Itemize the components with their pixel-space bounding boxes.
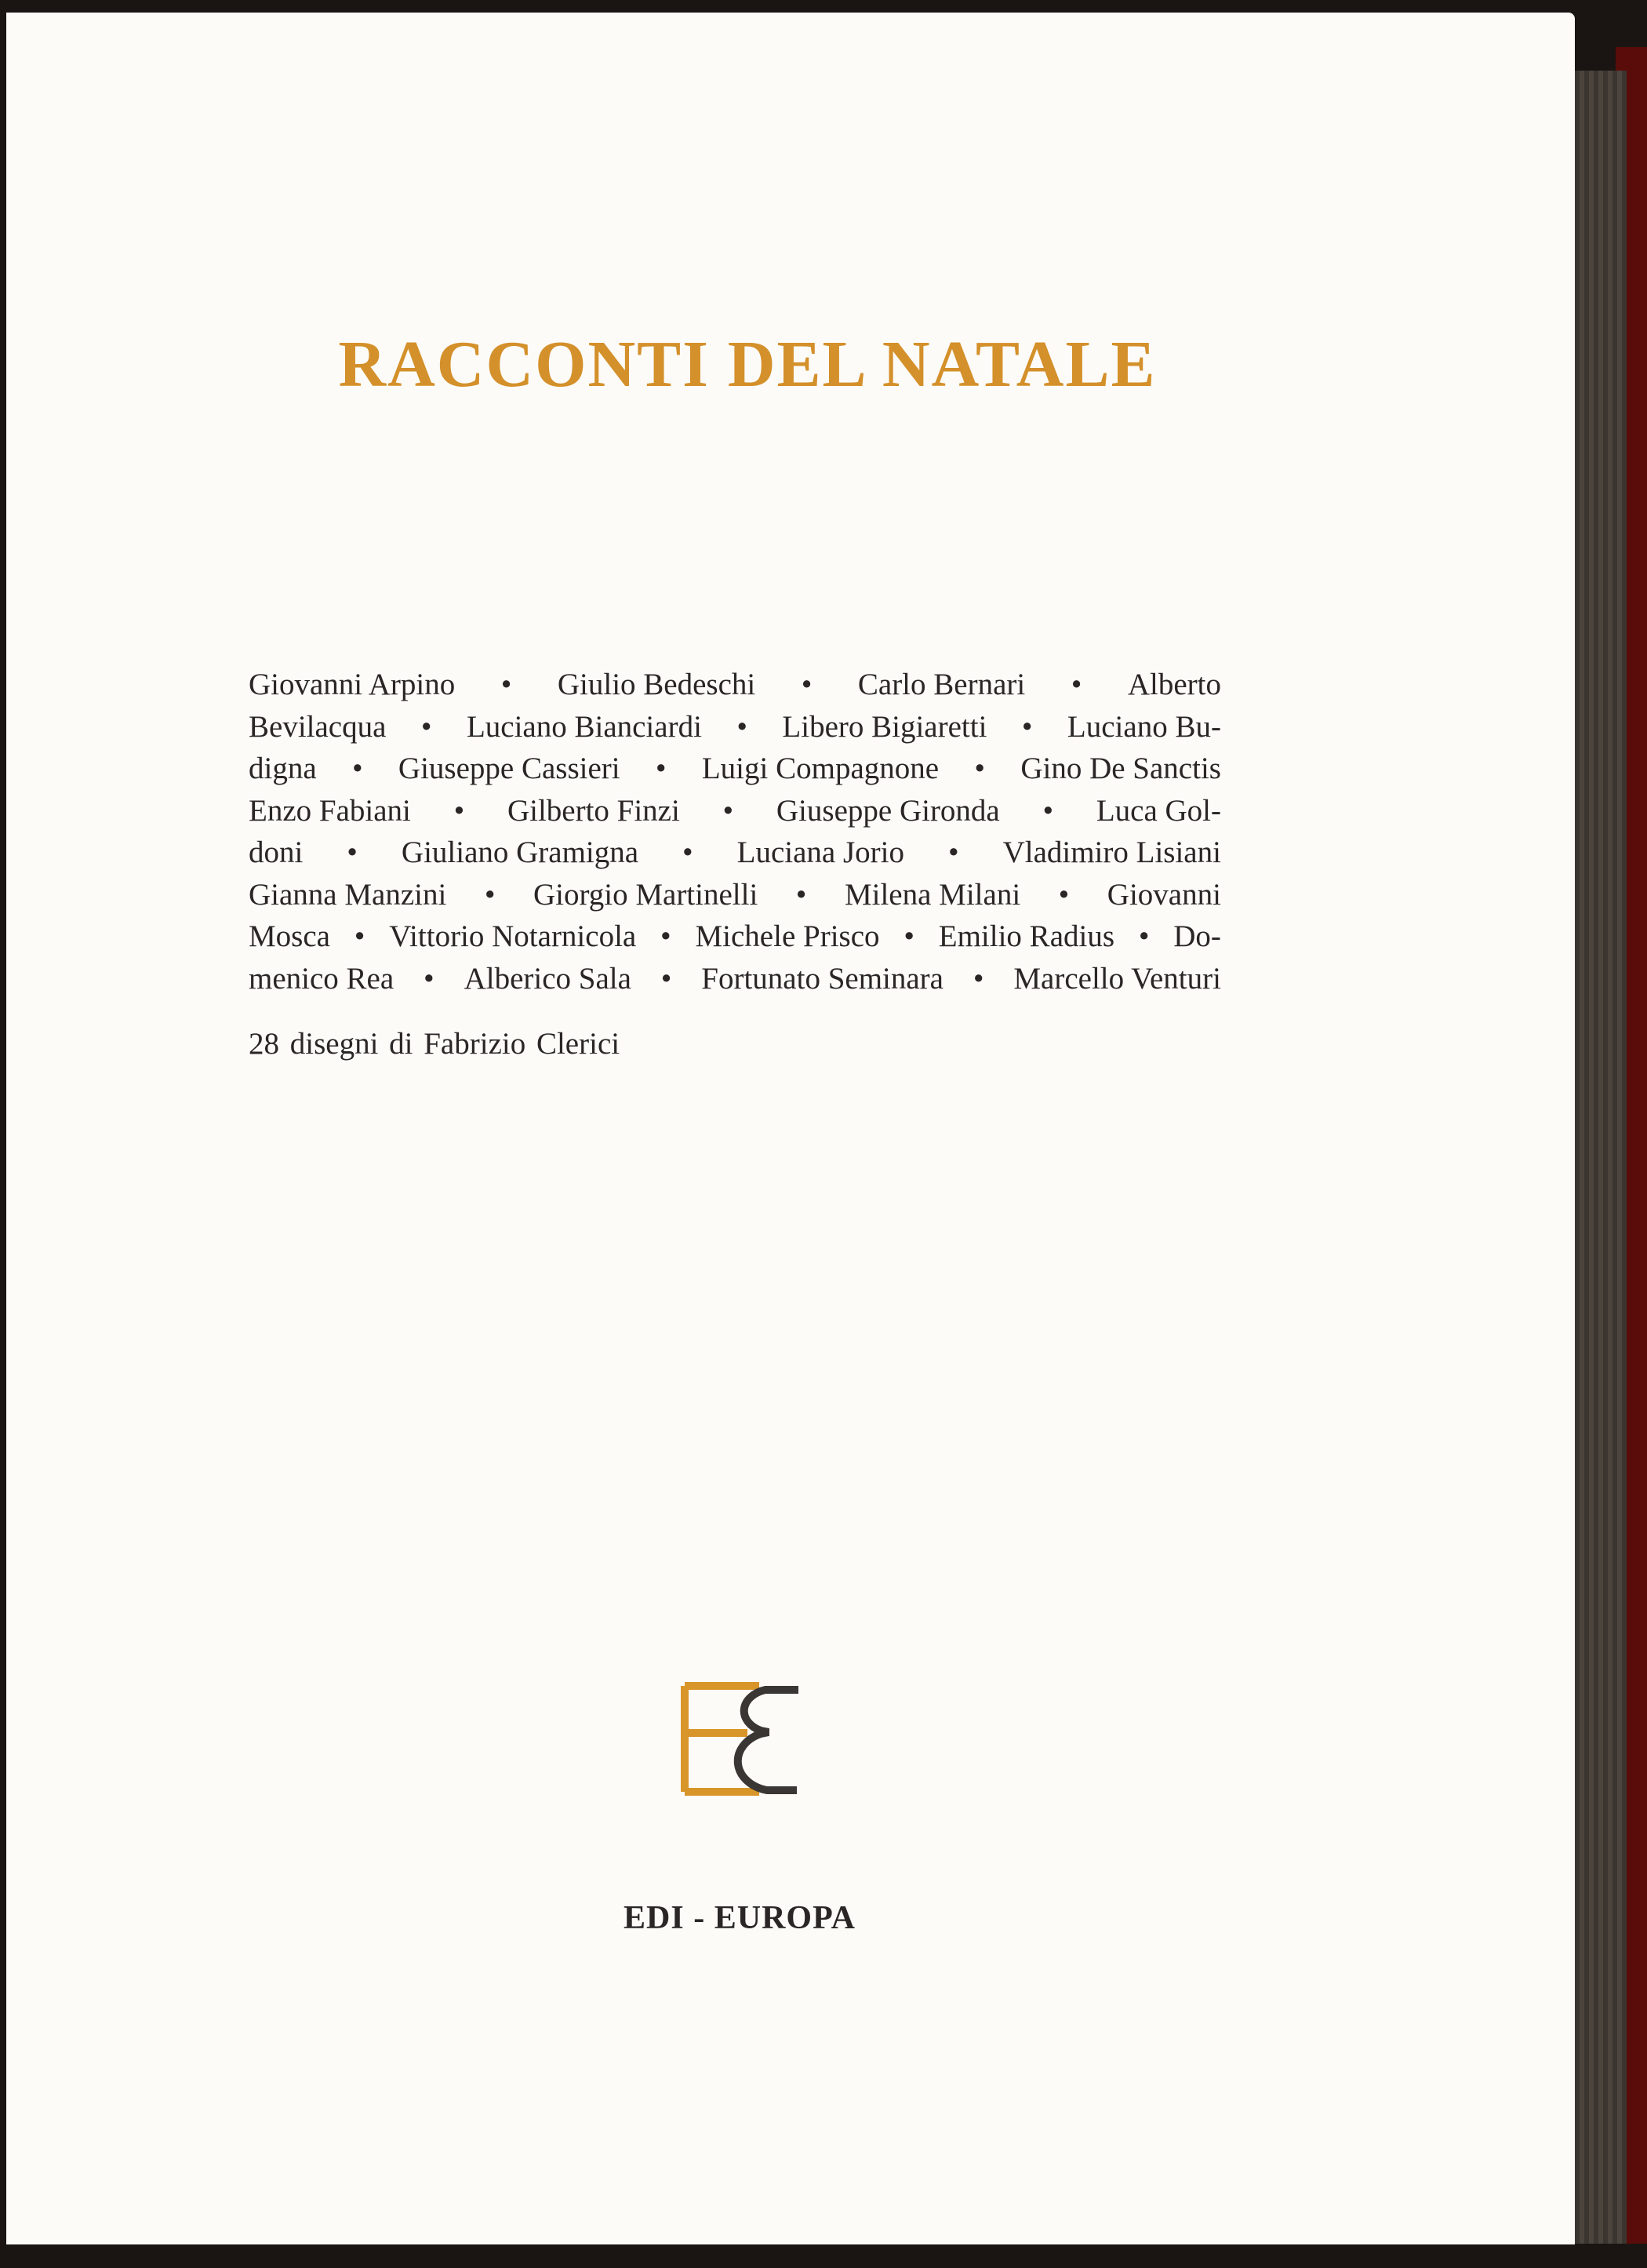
separator-dot: • [947,835,959,869]
separator-dot: • [655,752,667,785]
author-name: Giovanni Arpino [249,668,456,701]
author-name: Giuliano Gramigna [401,835,639,869]
authors-line [249,706,1221,748]
author-name: Gianna Manzini [249,877,447,912]
separator-dot: • [722,793,734,828]
author-name: Giuseppe Cassieri [398,752,620,785]
page-edges [1575,71,1627,2244]
author-name: menico Rea [249,961,394,996]
separator-dot: • [974,752,986,785]
title-page [6,13,1575,2244]
author-name: Giuseppe Gironda [776,793,1000,828]
separator-dot: • [484,877,496,912]
author-name: Libero Bigiaretti [782,709,987,744]
separator-dot: • [1058,877,1070,912]
author-name: Alberico Sala [464,961,631,996]
separator-dot: • [1071,668,1082,701]
separator-dot: • [354,919,365,953]
author-name: Giovanni [1107,877,1221,912]
author-name: Alberto [1127,668,1221,701]
separator-dot: • [424,961,434,996]
author-name: Giulio Bedeschi [557,668,756,701]
authors-line [249,874,1221,916]
author-name: Emilio Radius [938,919,1115,953]
separator-dot: • [801,668,813,701]
separator-dot: • [973,961,984,996]
author-name: Luciana Jorio [736,835,904,869]
authors-line [249,958,1221,1000]
authors-line [249,664,1221,706]
author-name: Bevilacqua [249,709,387,744]
authors-line [249,832,1221,874]
author-name: Vladimiro Lisiani [1002,835,1221,869]
author-name: Luca Gol- [1096,793,1221,828]
author-name: digna [249,752,317,785]
separator-dot: • [795,877,807,912]
separator-dot: • [347,835,358,869]
separator-dot: • [1021,709,1033,744]
separator-dot: • [453,793,465,828]
author-name: Do- [1173,919,1221,953]
separator-dot: • [903,919,914,953]
separator-dot: • [660,919,671,953]
author-name: Milena Milani [844,877,1021,912]
separator-dot: • [420,709,432,744]
separator-dot: • [351,752,363,785]
author-name: Luigi Compagnone [701,752,940,785]
authors-line [249,748,1221,790]
author-name: doni [249,835,304,869]
author-name: Marcello Venturi [1013,961,1221,996]
publisher-name: EDI - EUROPA [624,1900,856,1936]
author-name: Enzo Fabiani [249,793,411,828]
separator-dot: • [1138,919,1150,953]
authors-line [249,790,1221,832]
authors-list [249,664,1221,999]
separator-dot: • [660,961,672,996]
book-title: RACCONTI DEL NATALE [338,328,1157,401]
author-name: Carlo Bernari [857,668,1026,701]
author-name: Vittorio Notarnicola [389,919,637,953]
separator-dot: • [682,835,693,869]
author-name: Giorgio Martinelli [533,877,758,912]
author-name: Luciano Bu- [1067,709,1221,744]
separator-dot: • [1042,793,1054,828]
author-name: Luciano Bianciardi [466,709,702,744]
separator-dot: • [500,668,512,701]
separator-dot: • [736,709,747,744]
author-name: Gino De Sanctis [1020,752,1221,785]
author-name: Gilberto Finzi [507,793,680,828]
author-name: Michele Prisco [695,919,880,953]
authors-line [249,916,1221,958]
author-name: Mosca [249,919,330,953]
illustrations-credit: 28 disegni di Fabrizio Clerici [249,1027,620,1061]
publisher-logo [673,1666,806,1804]
author-name: Fortunato Seminara [701,961,943,996]
